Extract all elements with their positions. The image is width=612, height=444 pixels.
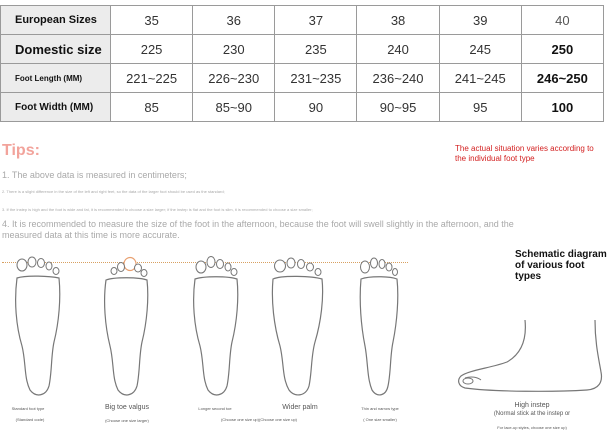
big-toe-valgus-label: Big toe valgus xyxy=(105,404,149,411)
cell: 231~235 xyxy=(275,64,357,93)
tip-item: 4. It is recommended to measure the size of the foot in the afternoon, because the foot will swell slightly in the afternoon, and the measured data at this time is more accurate. xyxy=(2,219,514,240)
cell: 90~95 xyxy=(357,93,439,122)
diagram-title: Schematic diagram of various foot types xyxy=(515,249,607,282)
foot-type-note: The actual situation varies according to the individual foot type xyxy=(455,144,594,163)
cell: 95 xyxy=(439,93,521,122)
cell: 221~225 xyxy=(111,64,193,93)
size-table xyxy=(0,5,604,122)
cell: 36 xyxy=(193,6,275,35)
standard-foot-icon xyxy=(12,256,64,398)
tips-title: Tips: xyxy=(2,142,40,159)
tip-item: 2. There is a slight difference in the size of the left and right feet, so the data of the larger foot should be used as the standard; xyxy=(2,189,225,194)
row-foot-length xyxy=(1,64,604,93)
standard-foot-sub: (Standard code) xyxy=(15,417,45,422)
thin-narrow-sub: ( One size smaller) xyxy=(363,417,397,422)
longer-second-toe-foot-icon xyxy=(190,256,242,398)
row-foot-width xyxy=(1,93,604,122)
cell: 38 xyxy=(357,6,439,35)
cell: 37 xyxy=(275,6,357,35)
wider-palm-label: Wider palm xyxy=(282,404,318,411)
cell: 39 xyxy=(439,6,521,35)
row-label: Foot Length (MM) xyxy=(1,64,111,93)
high-instep-sub-2: For lace-up styles, choose one size up) xyxy=(497,425,567,430)
tip-item: 3. If the instep is high and the foot is wide and fat, it is recommended to choose a size larger; if the instep is flat and the foot is slim, it is recommended to choose a size smaller; xyxy=(2,207,313,212)
cell: 246~250 xyxy=(521,64,603,93)
high-instep-label: High instep xyxy=(514,402,550,409)
cell: 225 xyxy=(111,35,193,64)
big-toe-valgus-sub: (Choose one size larger) xyxy=(105,418,149,423)
big-toe-valgus-foot-icon xyxy=(100,256,152,398)
cell: 35 xyxy=(111,6,193,35)
cell: 100 xyxy=(521,93,603,122)
longer-second-toe-label: Longer second toe xyxy=(198,406,232,411)
thin-narrow-foot-icon xyxy=(355,256,403,398)
cell: 236~240 xyxy=(357,64,439,93)
high-instep-foot-icon xyxy=(455,320,605,399)
tip-item: 1. The above data is measured in centimeters; xyxy=(2,170,187,180)
row-label: Domestic size xyxy=(1,35,111,64)
cell: 230 xyxy=(193,35,275,64)
cell: 250 xyxy=(521,35,603,64)
cell: 240 xyxy=(357,35,439,64)
standard-foot-label: Standard foot type xyxy=(11,406,45,411)
thin-narrow-label: Thin and narrow type xyxy=(361,406,399,411)
row-label: Foot Width (MM) xyxy=(1,93,111,122)
wider-palm-foot-icon xyxy=(270,256,326,398)
cell: 40 xyxy=(521,6,603,35)
row-european-sizes xyxy=(1,6,604,35)
cell: 85~90 xyxy=(193,93,275,122)
cell: 90 xyxy=(275,93,357,122)
cell: 241~245 xyxy=(439,64,521,93)
cell: 85 xyxy=(111,93,193,122)
row-domestic-size xyxy=(1,35,604,64)
cell: 245 xyxy=(439,35,521,64)
cell: 226~230 xyxy=(193,64,275,93)
choose-size-up-label: (Choose one size up)(Choose one size up) xyxy=(220,417,298,422)
high-instep-sub: (Normal stick at the instep or xyxy=(493,411,571,417)
row-label: European Sizes xyxy=(1,6,111,35)
cell: 235 xyxy=(275,35,357,64)
